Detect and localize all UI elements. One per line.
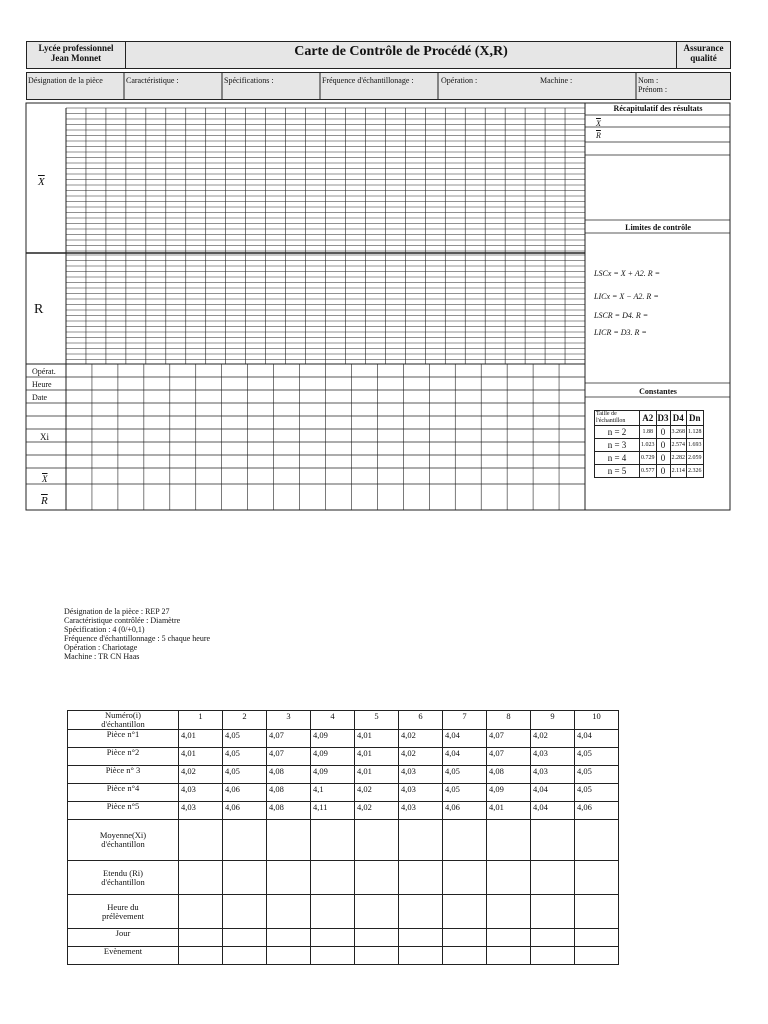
date-label: Date <box>32 393 48 402</box>
row-label-piece: Pièce n°4 <box>68 784 179 802</box>
measurement-cell: 4,03 <box>179 802 223 820</box>
empty-cell[interactable] <box>223 861 267 895</box>
constants-table <box>594 410 704 478</box>
measurement-cell: 4,05 <box>223 748 267 766</box>
empty-cell[interactable] <box>355 820 399 861</box>
desc-line-frequence: Fréquence d'échantillonnage : 5 chaque heure <box>64 634 211 643</box>
const-a2: 0.729 <box>640 452 657 465</box>
measurement-cell: 4,02 <box>355 802 399 820</box>
empty-cell[interactable] <box>399 929 443 947</box>
measurement-cell: 4,06 <box>223 802 267 820</box>
sample-data-table <box>67 710 619 965</box>
const-col-a2: A2 <box>640 411 657 426</box>
measurement-cell: 4,08 <box>267 802 311 820</box>
measurement-cell: 4,02 <box>531 730 575 748</box>
empty-cell[interactable] <box>443 929 487 947</box>
desc-line-designation: Désignation de la pièce : REP 27 <box>64 607 170 616</box>
empty-cell[interactable] <box>267 929 311 947</box>
empty-cell[interactable] <box>311 929 355 947</box>
const-col-dn: Dn <box>687 411 704 426</box>
empty-cell[interactable] <box>443 895 487 929</box>
measurement-cell: 4,06 <box>575 802 619 820</box>
empty-cell[interactable] <box>487 947 531 965</box>
const-d4: 3.268 <box>670 426 687 439</box>
quality-line2: qualité <box>690 53 717 63</box>
table-row-etendu <box>68 861 619 895</box>
empty-cell[interactable] <box>355 861 399 895</box>
measurement-cell: 4,03 <box>399 766 443 784</box>
heure-line2: prélèvement <box>101 910 144 921</box>
recap-rbar-text: $\overline{R}$ <box>596 131 601 140</box>
empty-cell[interactable] <box>487 820 531 861</box>
measurement-cell: 4,09 <box>311 730 355 748</box>
measurement-cell: 4,02 <box>399 730 443 748</box>
const-d3: 0 <box>656 465 670 478</box>
const-dn: 2.326 <box>687 465 704 478</box>
measurement-cell: 4,03 <box>531 766 575 784</box>
table-row-heure <box>68 895 619 929</box>
info-designation: Désignation de la pièce <box>28 76 103 85</box>
measurement-cell: 4,07 <box>487 748 531 766</box>
moyenne-line1: Moyenne(Xi) <box>99 830 147 840</box>
info-nom: Nom : <box>638 76 659 85</box>
sample-number: 1 <box>179 711 223 730</box>
measurement-cell: 4,09 <box>311 748 355 766</box>
empty-cell[interactable] <box>443 820 487 861</box>
row-label-etendu <box>68 861 179 895</box>
moyenne-line2: d'échantillon <box>101 839 145 849</box>
r-row-label <box>41 495 48 507</box>
measurement-cell: 4,05 <box>575 784 619 802</box>
sample-number: 10 <box>575 711 619 730</box>
table-row-jour <box>68 929 619 947</box>
measurement-cell: 4,01 <box>179 748 223 766</box>
measurement-cell: 4,04 <box>531 784 575 802</box>
measurement-cell: 4,02 <box>355 784 399 802</box>
table-row <box>68 802 619 820</box>
empty-cell[interactable] <box>487 895 531 929</box>
const-d3: 0 <box>656 439 670 452</box>
info-specifications: Spécifications : <box>224 76 274 85</box>
constants-row <box>595 452 704 465</box>
limits-title: Limites de contrôle <box>625 223 691 232</box>
operat-label: Opérat. <box>32 367 56 376</box>
const-n: n = 3 <box>595 439 640 452</box>
page-title: Carte de Contrôle de Procédé (X,R) <box>294 44 508 59</box>
empty-cell[interactable] <box>355 947 399 965</box>
measurement-cell: 4,05 <box>443 784 487 802</box>
sample-number: 8 <box>487 711 531 730</box>
const-dn: 1.693 <box>687 439 704 452</box>
desc-line-caracteristique: Caractéristique contrôlée : Diamètre <box>64 616 181 625</box>
empty-cell[interactable] <box>531 895 575 929</box>
const-d3: 0 <box>656 452 670 465</box>
empty-cell[interactable] <box>443 861 487 895</box>
constants-row <box>595 465 704 478</box>
const-dn: 1.128 <box>687 426 704 439</box>
measurement-cell: 4,08 <box>267 766 311 784</box>
measurement-cell: 4,07 <box>267 730 311 748</box>
empty-cell[interactable] <box>443 947 487 965</box>
empty-cell[interactable] <box>311 861 355 895</box>
empty-cell[interactable] <box>399 947 443 965</box>
empty-cell[interactable] <box>179 929 223 947</box>
constants-size-label: Taille de l'échantillon <box>595 411 640 426</box>
empty-cell[interactable] <box>487 861 531 895</box>
const-d3: 0 <box>656 426 670 439</box>
measurement-cell: 4,01 <box>179 730 223 748</box>
const-d4: 2.282 <box>670 452 687 465</box>
header-sample-number <box>68 711 179 730</box>
measurement-cell: 4,01 <box>355 730 399 748</box>
empty-cell[interactable] <box>575 861 619 895</box>
empty-cell[interactable] <box>223 929 267 947</box>
const-n: n = 5 <box>595 465 640 478</box>
empty-cell[interactable] <box>399 861 443 895</box>
empty-cell[interactable] <box>531 820 575 861</box>
measurement-cell: 4,05 <box>443 766 487 784</box>
empty-cell[interactable] <box>267 895 311 929</box>
empty-cell[interactable] <box>575 947 619 965</box>
empty-cell[interactable] <box>531 947 575 965</box>
empty-cell[interactable] <box>179 947 223 965</box>
measurement-cell: 4,06 <box>223 784 267 802</box>
empty-cell[interactable] <box>311 895 355 929</box>
info-operation: Opération : <box>441 76 478 85</box>
table-row <box>68 766 619 784</box>
measurement-cell: 4,05 <box>223 766 267 784</box>
school-line2: Jean Monnet <box>50 53 102 63</box>
row-label-piece: Pièce n° 3 <box>68 766 179 784</box>
formula-licx: LICx = X − A2. R = <box>594 292 659 301</box>
table-row <box>68 784 619 802</box>
r-axis-label: R <box>34 302 44 317</box>
sample-number: 7 <box>443 711 487 730</box>
empty-cell[interactable] <box>267 820 311 861</box>
measurement-cell: 4,02 <box>179 766 223 784</box>
row-label-jour: Jour <box>68 929 179 947</box>
const-col-d4: D4 <box>670 411 687 426</box>
empty-cell[interactable] <box>311 820 355 861</box>
etendu-line2: d'échantillon <box>101 876 145 887</box>
formula-lscx: LSCx = X + A2. R = <box>594 269 661 278</box>
row-label-heure <box>68 895 179 929</box>
empty-cell[interactable] <box>179 861 223 895</box>
empty-cell[interactable] <box>487 929 531 947</box>
measurement-cell: 4,01 <box>355 748 399 766</box>
header-label-2: d'échantillon <box>101 719 145 729</box>
const-n: n = 4 <box>595 452 640 465</box>
recap-title: Récapitulatif des résultats <box>613 104 703 113</box>
table-row <box>68 730 619 748</box>
empty-cell[interactable] <box>399 820 443 861</box>
measurement-cell: 4,1 <box>311 784 355 802</box>
school-line1: Lycée professionnel <box>38 43 114 53</box>
constants-row <box>595 439 704 452</box>
row-label-piece: Pièce n°2 <box>68 748 179 766</box>
const-a2: 0.577 <box>640 465 657 478</box>
row-label-piece: Pièce n°1 <box>68 730 179 748</box>
sample-number: 2 <box>223 711 267 730</box>
piece-rows <box>68 730 619 820</box>
sample-number: 9 <box>531 711 575 730</box>
empty-cell[interactable] <box>179 820 223 861</box>
measurement-cell: 4,03 <box>531 748 575 766</box>
measurement-cell: 4,04 <box>443 730 487 748</box>
measurement-cell: 4,07 <box>267 748 311 766</box>
constants-row <box>595 426 704 439</box>
empty-cell[interactable] <box>575 929 619 947</box>
etendu-line1: Etendu (Ri) <box>103 867 143 878</box>
measurement-cell: 4,08 <box>487 766 531 784</box>
quality-line1: Assurance <box>683 43 724 53</box>
empty-cell[interactable] <box>223 820 267 861</box>
measurement-cell: 4,05 <box>575 748 619 766</box>
formula-licr: LICR = D3. R = <box>594 328 647 337</box>
formula-lscr: LSCR = D4. R = <box>594 311 649 320</box>
empty-cell[interactable] <box>531 929 575 947</box>
heure-line1: Heure du <box>107 901 139 912</box>
r-row-text: $\overline{R}$ <box>41 495 48 507</box>
desc-line-operation: Opération : Chariotage <box>64 643 138 652</box>
empty-cell[interactable] <box>179 895 223 929</box>
const-d4: 2.574 <box>670 439 687 452</box>
empty-cell[interactable] <box>355 929 399 947</box>
measurement-cell: 4,09 <box>311 766 355 784</box>
heure-label: Heure <box>32 380 52 389</box>
empty-cell[interactable] <box>355 895 399 929</box>
const-n: n = 2 <box>595 426 640 439</box>
sample-number: 4 <box>311 711 355 730</box>
table-header-row <box>68 711 619 730</box>
empty-cell[interactable] <box>223 947 267 965</box>
measurement-cell: 4,03 <box>179 784 223 802</box>
info-prenom: Prénom : <box>638 85 668 94</box>
measurement-cell: 4,03 <box>399 802 443 820</box>
xi-label: Xi <box>40 432 49 442</box>
measurement-cell: 4,05 <box>575 766 619 784</box>
measurement-cell: 4,01 <box>355 766 399 784</box>
measurement-cell: 4,01 <box>487 802 531 820</box>
empty-cell[interactable] <box>311 947 355 965</box>
const-dn: 2.059 <box>687 452 704 465</box>
description-block <box>64 607 210 661</box>
empty-cell[interactable] <box>575 895 619 929</box>
empty-cell[interactable] <box>399 895 443 929</box>
empty-cell[interactable] <box>267 861 311 895</box>
desc-line-specification: Spécification : 4 (0/+0,1) <box>64 625 145 634</box>
measurement-cell: 4,09 <box>487 784 531 802</box>
measurement-cell: 4,04 <box>443 748 487 766</box>
const-a2: 1.023 <box>640 439 657 452</box>
measurement-cell: 4,06 <box>443 802 487 820</box>
xbar-row-text: $\overline{X}$ <box>42 474 48 484</box>
measurement-cell: 4,02 <box>399 748 443 766</box>
info-caracteristique: Caractéristique : <box>126 76 179 85</box>
empty-cell[interactable] <box>575 820 619 861</box>
row-label-moyenne <box>68 820 179 861</box>
table-row-moyenne <box>68 820 619 861</box>
measurement-cell: 4,08 <box>267 784 311 802</box>
info-frequence: Fréquence d'échantillonage : <box>322 76 414 85</box>
row-label-evenement: Evènement <box>68 947 179 965</box>
measurement-cell: 4,05 <box>223 730 267 748</box>
row-label-piece: Pièce n°5 <box>68 802 179 820</box>
empty-cell[interactable] <box>267 947 311 965</box>
recap-xbar <box>596 119 601 128</box>
recap-xbar-text: $\overline{X}$ <box>596 119 601 128</box>
table-row-evenement <box>68 947 619 965</box>
table-row <box>68 748 619 766</box>
empty-cell[interactable] <box>223 895 267 929</box>
measurement-cell: 4,11 <box>311 802 355 820</box>
info-machine: Machine : <box>540 76 573 85</box>
recap-rbar <box>596 131 601 140</box>
measurement-cell: 4,04 <box>531 802 575 820</box>
const-col-d3: D3 <box>656 411 670 426</box>
constants-title: Constantes <box>639 387 677 396</box>
measurement-cell: 4,04 <box>575 730 619 748</box>
xbar-axis-label <box>38 176 45 188</box>
measurement-cell: 4,07 <box>487 730 531 748</box>
const-d4: 2.114 <box>670 465 687 478</box>
xbar-row-label <box>42 474 48 484</box>
xbar-label-text: $\overline{X}$ <box>38 176 45 188</box>
sample-number: 6 <box>399 711 443 730</box>
sample-number: 5 <box>355 711 399 730</box>
desc-line-machine: Machine : TR CN Haas <box>64 652 140 661</box>
sample-number: 3 <box>267 711 311 730</box>
measurement-cell: 4,03 <box>399 784 443 802</box>
header-label-1: Numéro(i) <box>105 710 141 720</box>
constants-header-row <box>595 411 704 426</box>
empty-cell[interactable] <box>531 861 575 895</box>
const-a2: 1.88 <box>640 426 657 439</box>
